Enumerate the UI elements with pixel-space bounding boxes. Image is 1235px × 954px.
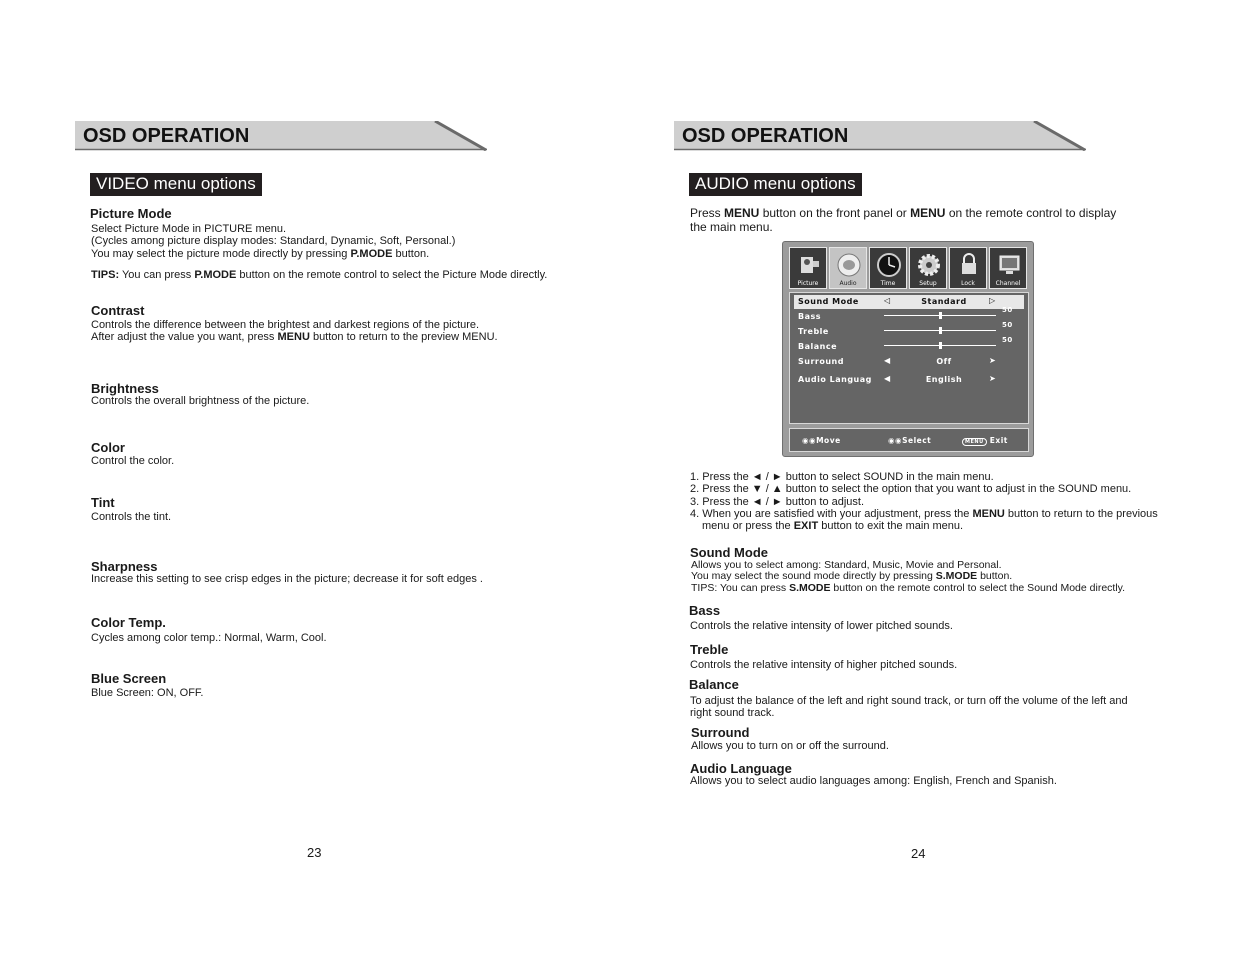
surround-line1: Allows you to turn on or off the surround. — [691, 740, 889, 752]
camera-icon — [795, 251, 823, 279]
intro-line2: the main menu. — [690, 220, 773, 234]
left-arrow-icon[interactable]: ◀ — [884, 374, 891, 383]
surround-title: Surround — [691, 725, 750, 740]
picture-mode-line3: You may select the picture mode directly by pressing P.MODE button. — [91, 248, 430, 260]
picture-mode-title: Picture Mode — [90, 206, 172, 221]
left-arrow-icon[interactable]: ◁ — [884, 296, 891, 305]
osd-footer — [789, 428, 1029, 452]
osd-row-label: Treble — [798, 327, 829, 336]
right-arrow-icon[interactable]: ➤ — [989, 374, 997, 383]
picture-mode-tips: TIPS: You can press P.MODE button on the remote control to select the Picture Mode directly. — [91, 269, 548, 281]
osd-audio-menu — [782, 241, 1034, 457]
step-3: 3. Press the ◄ / ► button to adjust. — [690, 496, 865, 508]
balance-line1: To adjust the balance of the left and right sound track, or turn off the volume of the left and — [690, 695, 1128, 707]
osd-tab-lock[interactable] — [949, 247, 987, 289]
right-arrow-icon[interactable]: ➤ — [989, 356, 997, 365]
contrast-title: Contrast — [91, 303, 145, 318]
osd-row-label: Balance — [798, 342, 837, 351]
osd-row-value: Off — [936, 357, 952, 366]
blue-screen-title: Blue Screen — [91, 671, 167, 686]
osd-footer-exit — [962, 436, 1008, 445]
step-4: 4. When you are satisfied with your adjustment, press the MENU button to return to the previous — [690, 508, 1158, 520]
balance-title: Balance — [689, 677, 739, 692]
osd-tab-picture[interactable] — [789, 247, 827, 289]
brightness-line1: Controls the overall brightness of the picture. — [91, 395, 310, 407]
osd-footer-select-label: Select — [902, 436, 932, 445]
osd-tab-audio[interactable] — [829, 247, 867, 289]
right-header-bar — [674, 121, 1086, 149]
contrast-line1: Controls the difference between the brightest and darkest regions of the picture. — [91, 319, 480, 331]
bass-slider[interactable] — [884, 315, 996, 316]
color-temp-title: Color Temp. — [91, 615, 166, 630]
bass-line1: Controls the relative intensity of lower pitched sounds. — [690, 620, 953, 632]
slider-knob[interactable] — [939, 342, 942, 349]
osd-tab-time[interactable] — [869, 247, 907, 289]
osd-tab-label: Time — [880, 280, 896, 287]
treble-line1: Controls the relative intensity of higher pitched sounds. — [690, 659, 958, 671]
osd-footer-move-label: Move — [816, 436, 841, 445]
page-number-left: 23 — [307, 845, 322, 860]
balance-slider[interactable] — [884, 345, 996, 346]
sound-mode-tips: TIPS: You can press S.MODE button on the remote control to select the Sound Mode directly. — [691, 582, 1126, 594]
left-arrow-icon[interactable]: ◀ — [884, 356, 891, 365]
audio-language-title: Audio Language — [690, 761, 792, 776]
picture-mode-line2: (Cycles among picture display modes: Standard, Dynamic, Soft, Personal.) — [91, 235, 456, 247]
speaker-icon — [835, 251, 863, 279]
contrast-line2: After adjust the value you want, press MENU button to return to the preview MENU. — [91, 331, 498, 343]
left-header-title: OSD OPERATION — [83, 125, 250, 147]
treble-slider[interactable] — [884, 330, 996, 331]
video-menu-section-title: VIDEO menu options — [90, 173, 262, 196]
picture-mode-line1: Select Picture Mode in PICTURE menu. — [91, 223, 287, 235]
page-number-right: 24 — [911, 846, 926, 861]
sharpness-title: Sharpness — [91, 559, 158, 574]
tint-line1: Controls the tint. — [91, 511, 172, 523]
clock-icon — [875, 251, 903, 279]
osd-row-value: 50 — [1002, 306, 1013, 314]
osd-footer-select — [888, 436, 931, 445]
osd-row-value: English — [925, 375, 963, 384]
gear-icon — [915, 251, 943, 279]
osd-tab-label: Audio — [839, 280, 857, 287]
left-header-bar — [75, 121, 487, 149]
menu-key-icon: MENU — [962, 438, 987, 446]
sound-mode-line1: Allows you to select among: Standard, Music, Movie and Personal. — [691, 559, 1002, 571]
osd-row-label: Bass — [798, 312, 822, 321]
osd-tab-setup[interactable] — [909, 247, 947, 289]
osd-row-value: 50 — [1002, 336, 1013, 344]
osd-row-label: Surround — [798, 357, 844, 366]
color-temp-line1: Cycles among color temp.: Normal, Warm, Cool. — [91, 632, 327, 644]
osd-row-bass[interactable] — [794, 306, 1024, 324]
osd-settings-panel — [789, 292, 1029, 424]
balance-line2: right sound track. — [690, 707, 775, 719]
sound-mode-line2: You may select the sound mode directly by pressing S.MODE button. — [691, 570, 1013, 582]
osd-tab-label: Setup — [919, 280, 937, 287]
color-line1: Control the color. — [91, 455, 175, 467]
osd-row-sound-mode[interactable] — [794, 295, 1024, 309]
osd-row-value: Standard — [921, 297, 967, 306]
osd-row-label: Audio Languag — [798, 375, 872, 384]
osd-row-audio-language[interactable] — [794, 373, 1024, 387]
select-arrows-icon: ◉◉ — [888, 436, 903, 445]
audio-language-line1: Allows you to select audio languages among: English, French and Spanish. — [690, 775, 1057, 787]
lock-icon — [955, 251, 983, 279]
brightness-title: Brightness — [91, 381, 159, 396]
step-4-continued: menu or press the EXIT button to exit the main menu. — [702, 520, 964, 532]
osd-footer-exit-label: Exit — [989, 436, 1008, 445]
tint-title: Tint — [91, 495, 115, 510]
treble-title: Treble — [690, 642, 729, 657]
monitor-icon — [995, 251, 1023, 279]
blue-screen-line1: Blue Screen: ON, OFF. — [91, 687, 204, 699]
step-1: 1. Press the ◄ / ► button to select SOUND in the main menu. — [690, 471, 994, 483]
bass-title: Bass — [689, 603, 721, 618]
right-header-title: OSD OPERATION — [682, 125, 849, 147]
move-arrows-icon: ◉◉ — [802, 436, 817, 445]
osd-tab-bar — [789, 247, 1029, 289]
slider-knob[interactable] — [939, 312, 942, 319]
sound-mode-title: Sound Mode — [690, 545, 768, 560]
osd-row-treble[interactable] — [794, 321, 1024, 339]
osd-row-value: 50 — [1002, 321, 1013, 329]
osd-row-label: Sound Mode — [798, 297, 859, 306]
osd-footer-move — [802, 436, 841, 445]
osd-row-surround[interactable] — [794, 355, 1024, 369]
right-arrow-icon[interactable]: ▷ — [989, 296, 996, 305]
osd-tab-label: Lock — [961, 280, 975, 287]
sharpness-line1: Increase this setting to see crisp edges in the picture; decrease it for soft edges . — [91, 573, 483, 585]
color-title: Color — [91, 440, 125, 455]
osd-tab-channel[interactable] — [989, 247, 1027, 289]
osd-tab-label: Picture — [797, 280, 819, 287]
slider-knob[interactable] — [939, 327, 942, 334]
audio-menu-section-title: AUDIO menu options — [689, 173, 862, 196]
step-2: 2. Press the ▼ / ▲ button to select the option that you want to adjust in the SOUND menu. — [690, 483, 1132, 495]
intro-line1: Press MENU button on the front panel or MENU on the remote control to display — [690, 206, 1117, 220]
osd-row-balance[interactable] — [794, 336, 1024, 354]
osd-tab-label: Channel — [995, 280, 1021, 287]
